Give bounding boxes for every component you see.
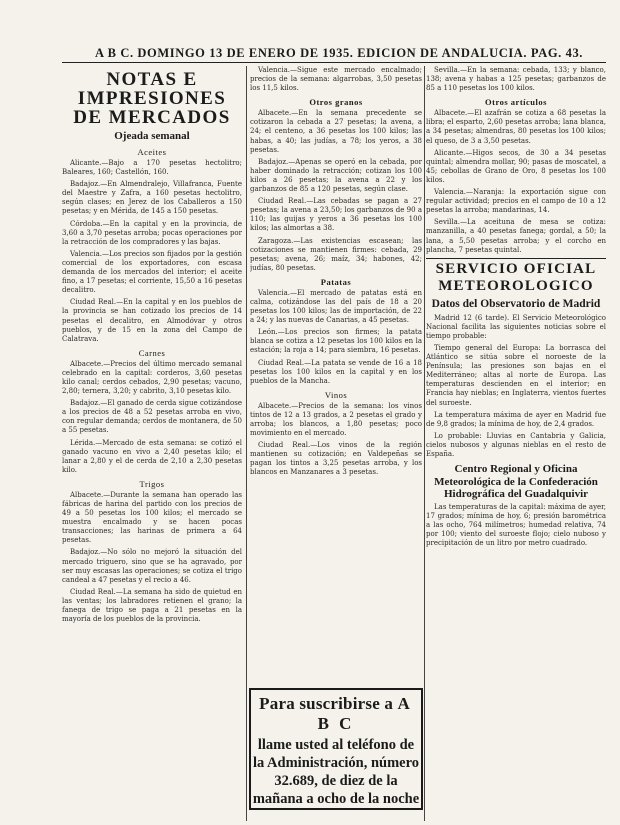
article-paragraph: Albacete.—En la semana precedente se cotizaron la cebada a 27 pesetas; la avena, a 24; el centeno, a 36 pesetas los 100 kilos; las habas, a 40; las judías, a 78; los yeros, a 38 pesetas. — [250, 109, 422, 154]
article-paragraph: Albacete.—Durante la semana han operado las fábricas de harina del partido con los precios de 49 a 50 pesetas los 100 kilos; el mercado se muestra encalmado y se hacen pocas transacciones; las harinas de primera a 64 pesetas. — [62, 490, 242, 545]
article-paragraph: Ciudad Real.—En la capital y en los pueblos de la provincia se han cotizado los precios de 14 pesetas el decalitro, en Almodóvar y otros pueblos, y de 15 en la zona del Campo de Calatrava. — [62, 298, 242, 343]
article-paragraph: Sevilla.—En la semana: cebada, 133; y blanco, 138; avena y habas a 125 pesetas; garbanzos de 85 a 110 pesetas los 100 kilos. — [426, 66, 606, 93]
article-paragraph: Valencia.—Naranja: la exportación sigue con regular actividad; precios en el campo de 10 a 12 pesetas la arroba; mandarinas, 14. — [426, 188, 606, 215]
section-heading-otros-granos: Otros granos — [309, 97, 363, 108]
ad-body-text: llame usted al teléfono de la Administración, número 32.689, de diez de la mañana a ocho de la noche — [252, 737, 420, 807]
column-1 — [62, 66, 242, 825]
article-paragraph: Zaragoza.—Las existencias escasean; las cotizaciones se mantienen firmes: cebada, 29 pesetas; avena, 26; maíz, 34; habones, 42; judías, 80 pesetas. — [250, 236, 422, 272]
page-header: A B C. DOMINGO 13 DE ENERO DE 1935. EDICION DE ANDALUCIA. PAG. 43. — [95, 46, 584, 60]
article-paragraph: Alicante.—Bajo a 170 pesetas hectolitro; Baleares, 160; Castellón, 160. — [62, 159, 242, 177]
weather-divider — [426, 258, 606, 259]
column-divider-2 — [424, 66, 425, 821]
observatory-subtitle: Datos del Observatorio de Madrid — [431, 297, 601, 310]
regional-centre-title: Centro Regional y Oficina Meteorológica de la Confederación Hidrográfica del Guadalquivir — [434, 463, 598, 501]
weather-paragraph: La temperatura máxima de ayer en Madrid fue de 9,8 grados; la mínima de hoy, de 2,4 grados. — [426, 410, 606, 428]
section-heading-otros-articulos: Otros artículos — [485, 97, 547, 108]
article-paragraph: Córdoba.—En la capital y en la provincia, de 3,60 a 3,70 pesetas arroba; pocas operaciones por la retracción de los compradores y las bajas. — [62, 219, 242, 246]
market-notes-title: NOTAS E IMPRESIONES DE MERCADOS — [73, 69, 231, 128]
header-rule — [62, 62, 606, 63]
section-heading-vinos: Vinos — [324, 389, 348, 400]
column-2 — [250, 66, 422, 686]
article-paragraph: Ciudad Real.—La semana ha sido de quietud en las ventas; los labradores retienen el grano; la fanega de trigo se paga a 21 pesetas en la mayoría de los pueblos de la provincia. — [62, 587, 242, 624]
subscription-advertisement — [249, 688, 423, 810]
article-paragraph: Valencia.—Los precios son fijados por la gestión comercial de los exportadores, con escasa demanda de los mercados del interior; el aceite fino, a 17 pesetas; el corriente, 15,50 a 16 pesetas decalitro. — [62, 249, 242, 295]
weather-paragraph: Madrid 12 (6 tarde). El Servicio Meteorológico Nacional facilita las siguientes noticias sobre el tiempo probable: — [426, 313, 606, 340]
weather-paragraph: Tiempo general del Europa: La borrasca del Atlántico se sitúa sobre el noroeste de la Península; las presiones son bajas en el Mediterráneo; altas al norte de Europa. Las temperaturas descienden en el interior; en Francia hay nieblas; en Inglaterra, vientos fuertes del suroeste. — [426, 343, 606, 407]
article-paragraph: Badajoz.—Apenas se operó en la cebada, por haber dominado la retracción; cotizan los 100 kilos a 26 pesetas; la avena a 22 y los garbanzos de 85 a 120 pesetas, según clase. — [250, 157, 422, 194]
article-paragraph: León.—Los precios son firmes; la patata blanca se cotiza a 12 pesetas los 100 kilos en la estación; la roja a 14; para siembra, 16 pesetas. — [250, 328, 422, 355]
article-paragraph: Valencia.—Sigue este mercado encalmado; precios de la semana: algarrobas, 3,50 pesetas los 11,5 kilos. — [250, 66, 422, 93]
section-heading-trigos: Trigos — [139, 478, 165, 489]
section-heading-patatas: Patatas — [320, 276, 352, 287]
article-paragraph: Badajoz.—El ganado de cerda sigue cotizándose a los precios de 48 a 52 pesetas arroba en vivo, con regular demanda; cerdos de montanera, de 50 a 55 pesetas. — [62, 399, 242, 435]
article-paragraph: Alicante.—Higos secos, de 30 a 34 pesetas quintal; almendra mollar, 90; pasas de moscatel, a 45; cebollas de Grano de Oro, 8 pesetas los 100 kilos. — [426, 148, 606, 184]
article-paragraph: Badajoz.—En Almendralejo, Villafranca, Fuente del Maestre y Zafra, a 160 pesetas hectolitro, según clases; en Jerez de los Caballeros a 150 pesetas; y en Mérida, de 145 a 150 pesetas. — [62, 180, 242, 216]
article-paragraph: Albacete.—El azafrán se cotiza a 68 pesetas la libra; el esparto, 2,60 pesetas arroba; lana blanca, a 34 pesetas; almendras, 80 pesetas los 100 kilos; el queso, de 3 a 3,50 pesetas. — [426, 109, 606, 145]
article-paragraph: Ciudad Real.—La patata se vende de 16 a 18 pesetas los 100 kilos en la capital y en los pueblos de la Mancha. — [250, 358, 422, 385]
regional-centre-paragraph: Las temperaturas de la capital: máxima de ayer, 17 grados; mínima de hoy, 6; presión barométrica a las ocho, 764 milímetros; humedad relativa, 74 por 100; viento del suroeste flojo; cielo nuboso y precipitación de un litro por metro cuadrado. — [426, 502, 606, 547]
article-paragraph: Albacete.—Precios de la semana: los vinos tintos de 12 a 13 grados, a 2 pesetas el grado y arroba; los blancos, a 1,80 pesetas; poco movimiento en el mercado. — [250, 401, 422, 438]
article-paragraph: Valencia.—El mercado de patatas está en calma, cotizándose las del país de 18 a 20 pesetas los 100 kilos; las de importación, de 22 a 24; y las nuevas de Canarias, a 45 pesetas. — [250, 288, 422, 325]
ad-headline-text: Para suscribirse a — [259, 694, 394, 713]
section-heading-carnes: Carnes — [138, 347, 166, 358]
weekly-overview-subtitle: Ojeada semanal — [114, 130, 190, 142]
article-paragraph: Albacete.—Precios del último mercado semanal celebrado en la capital: corderos, 3,60 pesetas kilo canal; cerdos cebados, 2,90 pesetas; vacuno, 2,80; ternera, 3,20; y cabrito, 3,10 pesetas kilo. — [62, 359, 242, 396]
article-paragraph: Lérida.—Mercado de esta semana: se cotizó el ganado vacuno en vivo a 2,40 pesetas kilo; el lanar a 2,80 y el de cerda de 2,10 a 2,30 pesetas kilo. — [62, 438, 242, 474]
article-paragraph: Ciudad Real.—Los vinos de la región mantienen su cotización; en Valdepeñas se pagan los tintos a 3,25 pesetas arroba, y los blancos en Manzanares a 3 pesetas. — [250, 441, 422, 477]
ad-abc-text: A B C — [317, 694, 413, 733]
article-paragraph: Sevilla.—La aceituna de mesa se cotiza: manzanilla, a 40 pesetas fanega; gordal, a 50; la lana, a 5,50 pesetas arroba; y el corcho en plancha, 7 pesetas quintal. — [426, 218, 606, 254]
weather-paragraph: Lo probable: Lluvias en Cantabria y Galicia, cielos nubosos y algunas nieblas en el resto de España. — [426, 431, 606, 458]
section-heading-aceites: Aceites — [137, 147, 167, 157]
article-paragraph: Badajoz.—No sólo no mejoró la situación del mercado triguero, sino que se ha agravado, por ser muy escasas las operaciones; se cotiza el trigo candeal a 47 pesetas y el recio a 46. — [62, 548, 242, 584]
ad-headline — [251, 694, 421, 734]
column-3 — [426, 66, 606, 825]
column-divider-1 — [246, 66, 247, 821]
weather-service-title: SERVICIO OFICIAL METEOROLOGICO — [435, 260, 597, 294]
article-paragraph: Ciudad Real.—Las cebadas se pagan a 27 pesetas; la avena a 23,50; los garbanzos de 90 a 110; las guijas y yeros a 36 pesetas los 100 kilos; las almortas a 38. — [250, 197, 422, 233]
